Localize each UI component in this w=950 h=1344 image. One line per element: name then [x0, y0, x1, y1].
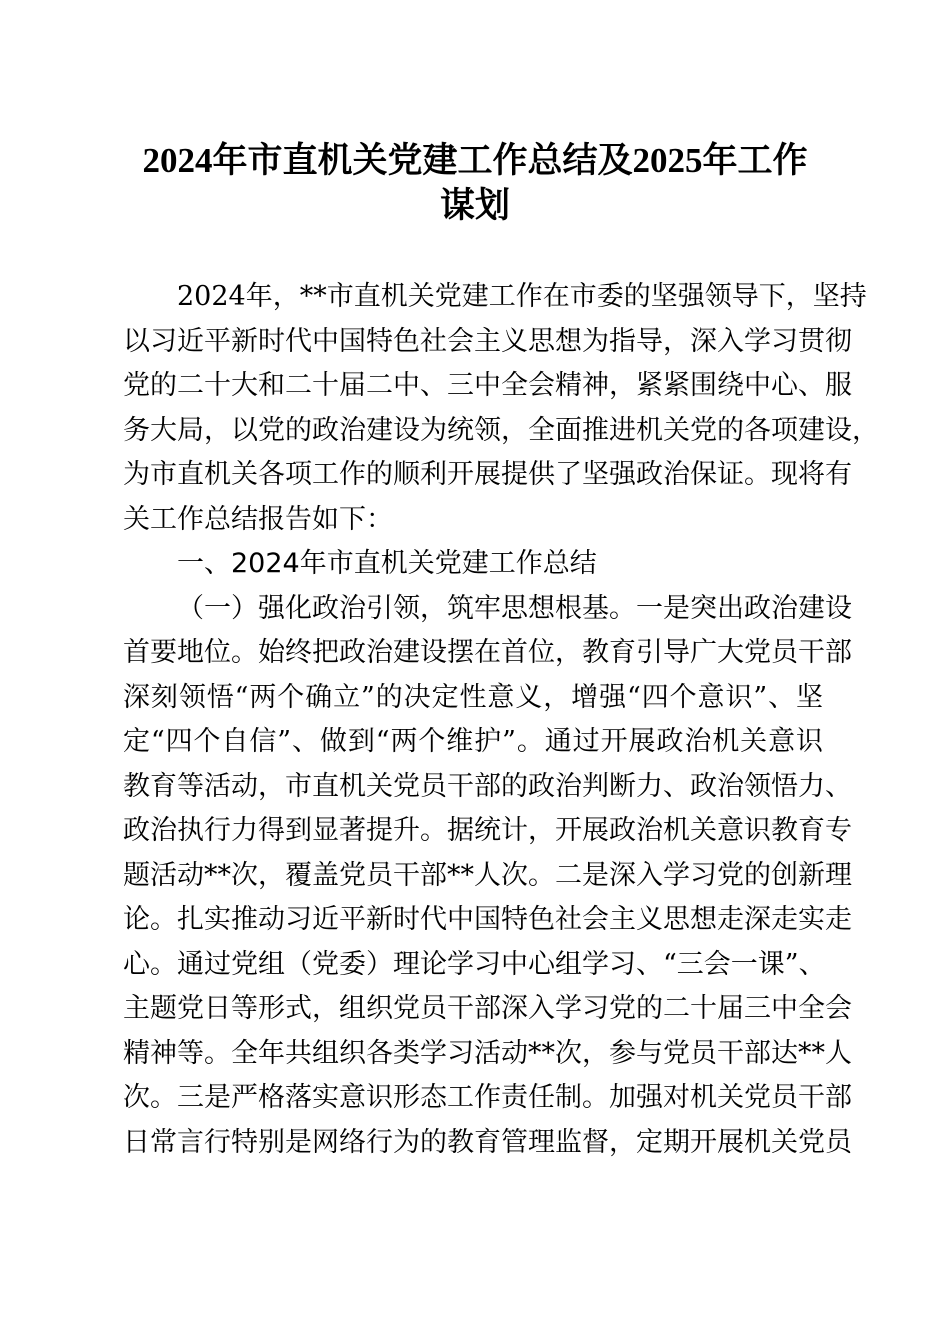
intro-line: 党的二十大和二十届二中、三中全会精神，紧紧围绕中心、服	[123, 370, 852, 401]
document-body	[123, 275, 879, 1165]
paragraph-line: 精神等。全年共组织各类学习活动**次，参与党员干部达**人	[123, 1037, 852, 1069]
paragraph-line: （一）强化政治引领，筑牢思想根基。一是突出政治建设	[177, 592, 852, 624]
paragraph-line: 日常言行特别是网络行为的教育管理监督，定期开展机关党员	[123, 1126, 852, 1158]
section-heading: 一、2024年市直机关党建工作总结	[177, 548, 597, 579]
paragraph-line: 心。通过党组（党委）理论学习中心组学习、“三会一课”、	[123, 948, 826, 980]
paragraph-line: 政治执行力得到显著提升。据统计，开展政治机关意识教育专	[123, 815, 852, 846]
title-line-1: 2024年市直机关党建工作总结及2025年工作	[142, 141, 808, 180]
document-title	[100, 138, 850, 228]
paragraph-line: 主题党日等形式，组织党员干部深入学习党的二十届三中全会	[123, 993, 852, 1024]
intro-line: 以习近平新时代中国特色社会主义思想为指导，深入学习贯彻	[123, 325, 852, 357]
title-line-2: 谋划	[439, 186, 510, 225]
paragraph-line: 深刻领悟“两个确立”的决定性意义，增强“四个意识”、坚	[123, 681, 823, 713]
paragraph-line: 定“四个自信”、做到“两个维护”。通过开展政治机关意识	[123, 726, 823, 757]
intro-line: 关工作总结报告如下：	[123, 503, 393, 535]
intro-line: 务大局，以党的政治建设为统领，全面推进机关党的各项建设，	[123, 414, 879, 446]
paragraph-line: 题活动**次，覆盖党员干部**人次。二是深入学习党的创新理	[123, 859, 852, 891]
paragraph-line: 首要地位。始终把政治建设摆在首位，教育引导广大党员干部	[123, 637, 852, 668]
paragraph-line: 次。三是严格落实意识形态工作责任制。加强对机关党员干部	[123, 1082, 852, 1113]
intro-line: 为市直机关各项工作的顺利开展提供了坚强政治保证。现将有	[123, 459, 852, 490]
paragraph-line: 教育等活动，市直机关党员干部的政治判断力、政治领悟力、	[123, 770, 852, 802]
intro-line: 2024年，**市直机关党建工作在市委的坚强领导下，坚持	[177, 281, 867, 312]
paragraph-line: 论。扎实推动习近平新时代中国特色社会主义思想走深走实走	[123, 904, 852, 935]
